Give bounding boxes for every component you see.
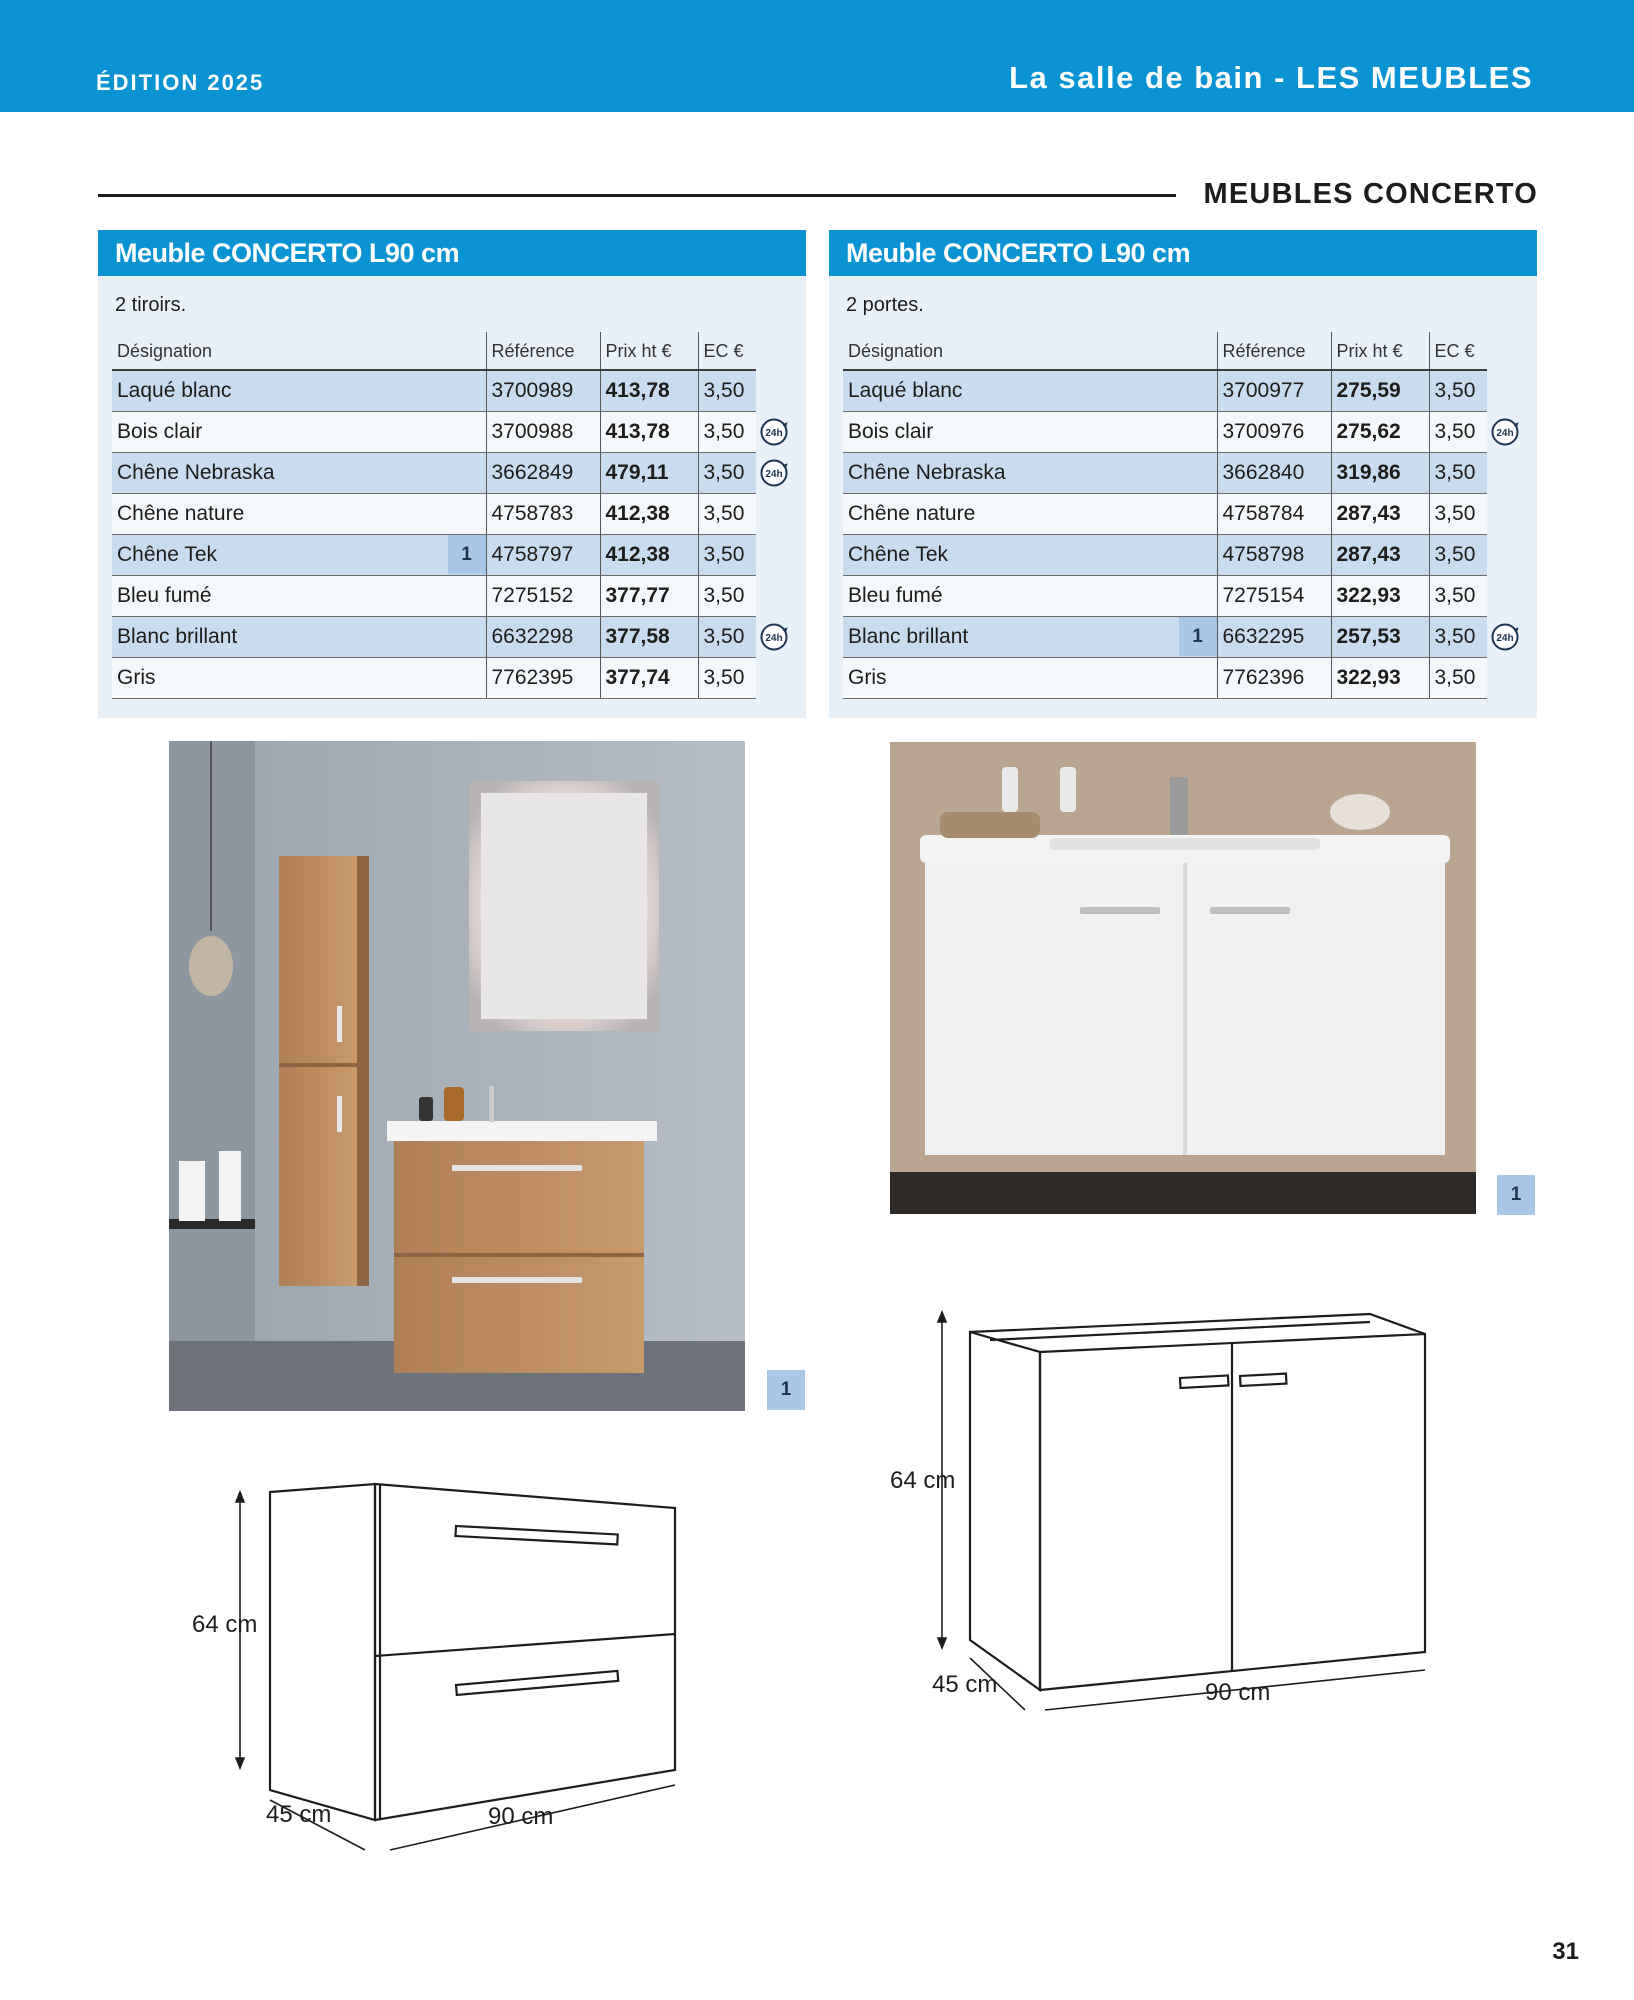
table-row xyxy=(843,493,1523,534)
designation-cell xyxy=(112,411,486,452)
badge-cell xyxy=(756,657,792,698)
col-ec: EC € xyxy=(1429,332,1487,370)
designation-cell xyxy=(843,493,1217,534)
title-rule xyxy=(98,194,1176,197)
spec-table xyxy=(843,332,1523,699)
designation: Blanc brillant xyxy=(117,624,238,648)
ec-cell: 3,50 xyxy=(698,575,756,616)
reference-cell: 4758798 xyxy=(1217,534,1331,575)
price-cell: 377,77 xyxy=(600,575,698,616)
designation-cell xyxy=(112,452,486,493)
designation: Blanc brillant xyxy=(848,624,969,648)
door-vanity-dimension-drawing xyxy=(880,1300,1440,1720)
photo-ref-tag: 1 xyxy=(448,535,486,574)
width-label: 90 cm xyxy=(1205,1679,1271,1706)
header-bar xyxy=(0,0,1634,112)
section-title: La salle de bain - LES MEUBLES xyxy=(1009,60,1533,95)
24h-delivery-icon xyxy=(759,458,789,488)
table-row xyxy=(112,616,792,657)
ec-cell: 3,50 xyxy=(1429,370,1487,411)
photo-door-vanity xyxy=(890,742,1476,1214)
photo-drawer-vanity xyxy=(169,741,745,1411)
ec-cell: 3,50 xyxy=(1429,575,1487,616)
panel-description: 2 portes. xyxy=(846,294,924,316)
badge-cell xyxy=(1487,411,1523,452)
table-row xyxy=(112,493,792,534)
height-label: 64 cm xyxy=(192,1611,258,1638)
designation: Bleu fumé xyxy=(117,583,212,607)
photo-tag: 1 xyxy=(767,1370,805,1410)
price-cell: 287,43 xyxy=(1331,493,1429,534)
badge-cell xyxy=(1487,657,1523,698)
badge-cell xyxy=(1487,616,1523,657)
svg-text:24h: 24h xyxy=(1496,632,1514,644)
depth-label: 45 cm xyxy=(932,1671,998,1698)
ec-cell: 3,50 xyxy=(698,493,756,534)
table-row xyxy=(843,534,1523,575)
designation-cell xyxy=(112,534,486,575)
price-cell: 322,93 xyxy=(1331,657,1429,698)
panel-title: Meuble CONCERTO L90 cm xyxy=(98,230,806,276)
designation-cell xyxy=(843,370,1217,411)
ec-cell: 3,50 xyxy=(1429,411,1487,452)
price-cell: 322,93 xyxy=(1331,575,1429,616)
reference-cell: 3700988 xyxy=(486,411,600,452)
badge-cell xyxy=(1487,370,1523,411)
reference-cell: 7275154 xyxy=(1217,575,1331,616)
table-row xyxy=(112,534,792,575)
price-cell: 275,59 xyxy=(1331,370,1429,411)
badge-cell xyxy=(756,575,792,616)
product-panel-drawers xyxy=(98,230,806,718)
designation: Chêne Tek xyxy=(117,542,218,566)
table-row xyxy=(843,657,1523,698)
photo-tag: 1 xyxy=(1497,1175,1535,1215)
price-cell: 479,11 xyxy=(600,452,698,493)
reference-cell: 7762396 xyxy=(1217,657,1331,698)
price-cell: 412,38 xyxy=(600,534,698,575)
depth-label: 45 cm xyxy=(266,1801,332,1828)
badge-cell xyxy=(756,616,792,657)
designation-cell xyxy=(112,493,486,534)
price-cell: 275,62 xyxy=(1331,411,1429,452)
designation-cell xyxy=(112,575,486,616)
col-ec: EC € xyxy=(698,332,756,370)
designation-cell xyxy=(843,411,1217,452)
ec-cell: 3,50 xyxy=(1429,534,1487,575)
col-price: Prix ht € xyxy=(600,332,698,370)
reference-cell: 6632298 xyxy=(486,616,600,657)
designation-cell xyxy=(843,616,1217,657)
designation: Gris xyxy=(117,665,156,689)
price-cell: 287,43 xyxy=(1331,534,1429,575)
reference-cell: 3700977 xyxy=(1217,370,1331,411)
24h-delivery-icon xyxy=(1490,417,1520,447)
designation-cell xyxy=(112,657,486,698)
designation: Laqué blanc xyxy=(117,378,232,402)
col-reference: Référence xyxy=(486,332,600,370)
reference-cell: 6632295 xyxy=(1217,616,1331,657)
reference-cell: 7762395 xyxy=(486,657,600,698)
reference-cell: 4758783 xyxy=(486,493,600,534)
designation-cell xyxy=(843,657,1217,698)
photo-ref-tag: 1 xyxy=(1179,617,1217,656)
designation: Laqué blanc xyxy=(848,378,963,402)
reference-cell: 7275152 xyxy=(486,575,600,616)
table-row xyxy=(112,411,792,452)
price-cell: 413,78 xyxy=(600,411,698,452)
drawer-vanity-dimension-drawing xyxy=(180,1470,700,1860)
badge-cell xyxy=(756,534,792,575)
svg-text:24h: 24h xyxy=(765,468,783,480)
designation: Bois clair xyxy=(117,419,203,443)
designation-cell xyxy=(843,534,1217,575)
product-panel-doors xyxy=(829,230,1537,718)
panel-description: 2 tiroirs. xyxy=(115,294,187,316)
designation: Chêne nature xyxy=(117,501,245,525)
designation: Bois clair xyxy=(848,419,934,443)
24h-delivery-icon xyxy=(759,622,789,652)
page-number: 31 xyxy=(1552,1938,1579,1965)
svg-text:24h: 24h xyxy=(1496,427,1514,439)
col-designation: Désignation xyxy=(112,332,486,370)
ec-cell: 3,50 xyxy=(698,616,756,657)
24h-delivery-icon xyxy=(1490,622,1520,652)
col-designation: Désignation xyxy=(843,332,1217,370)
svg-text:24h: 24h xyxy=(765,632,783,644)
ec-cell: 3,50 xyxy=(1429,616,1487,657)
designation-cell xyxy=(112,370,486,411)
reference-cell: 3662840 xyxy=(1217,452,1331,493)
badge-cell xyxy=(1487,534,1523,575)
designation: Chêne Tek xyxy=(848,542,949,566)
panel-title: Meuble CONCERTO L90 cm xyxy=(829,230,1537,276)
reference-cell: 4758797 xyxy=(486,534,600,575)
ec-cell: 3,50 xyxy=(1429,657,1487,698)
badge-cell xyxy=(1487,493,1523,534)
ec-cell: 3,50 xyxy=(698,534,756,575)
table-row xyxy=(843,370,1523,411)
designation-cell xyxy=(843,452,1217,493)
table-row xyxy=(843,616,1523,657)
range-title: MEUBLES CONCERTO xyxy=(1203,178,1538,210)
table-row xyxy=(112,575,792,616)
price-cell: 257,53 xyxy=(1331,616,1429,657)
reference-cell: 3700976 xyxy=(1217,411,1331,452)
col-reference: Référence xyxy=(1217,332,1331,370)
price-cell: 412,38 xyxy=(600,493,698,534)
badge-cell xyxy=(756,452,792,493)
designation-cell xyxy=(843,575,1217,616)
edition-label: ÉDITION 2025 xyxy=(96,70,265,95)
ec-cell: 3,50 xyxy=(1429,452,1487,493)
ec-cell: 3,50 xyxy=(698,370,756,411)
reference-cell: 3662849 xyxy=(486,452,600,493)
height-label: 64 cm xyxy=(890,1467,956,1494)
price-cell: 377,74 xyxy=(600,657,698,698)
badge-cell xyxy=(756,370,792,411)
ec-cell: 3,50 xyxy=(1429,493,1487,534)
designation: Chêne nature xyxy=(848,501,976,525)
ec-cell: 3,50 xyxy=(698,411,756,452)
table-row xyxy=(843,575,1523,616)
col-price: Prix ht € xyxy=(1331,332,1429,370)
table-row xyxy=(843,452,1523,493)
table-row xyxy=(112,657,792,698)
designation: Chêne Nebraska xyxy=(848,460,1006,484)
designation: Bleu fumé xyxy=(848,583,943,607)
badge-cell xyxy=(1487,575,1523,616)
table-row xyxy=(112,452,792,493)
designation: Chêne Nebraska xyxy=(117,460,275,484)
svg-text:24h: 24h xyxy=(765,427,783,439)
reference-cell: 4758784 xyxy=(1217,493,1331,534)
reference-cell: 3700989 xyxy=(486,370,600,411)
badge-cell xyxy=(756,411,792,452)
spec-table xyxy=(112,332,792,699)
price-cell: 413,78 xyxy=(600,370,698,411)
24h-delivery-icon xyxy=(759,417,789,447)
price-cell: 319,86 xyxy=(1331,452,1429,493)
table-row xyxy=(112,370,792,411)
width-label: 90 cm xyxy=(488,1803,554,1830)
price-cell: 377,58 xyxy=(600,616,698,657)
designation-cell xyxy=(112,616,486,657)
badge-cell xyxy=(756,493,792,534)
table-row xyxy=(843,411,1523,452)
ec-cell: 3,50 xyxy=(698,657,756,698)
designation: Gris xyxy=(848,665,887,689)
ec-cell: 3,50 xyxy=(698,452,756,493)
badge-cell xyxy=(1487,452,1523,493)
